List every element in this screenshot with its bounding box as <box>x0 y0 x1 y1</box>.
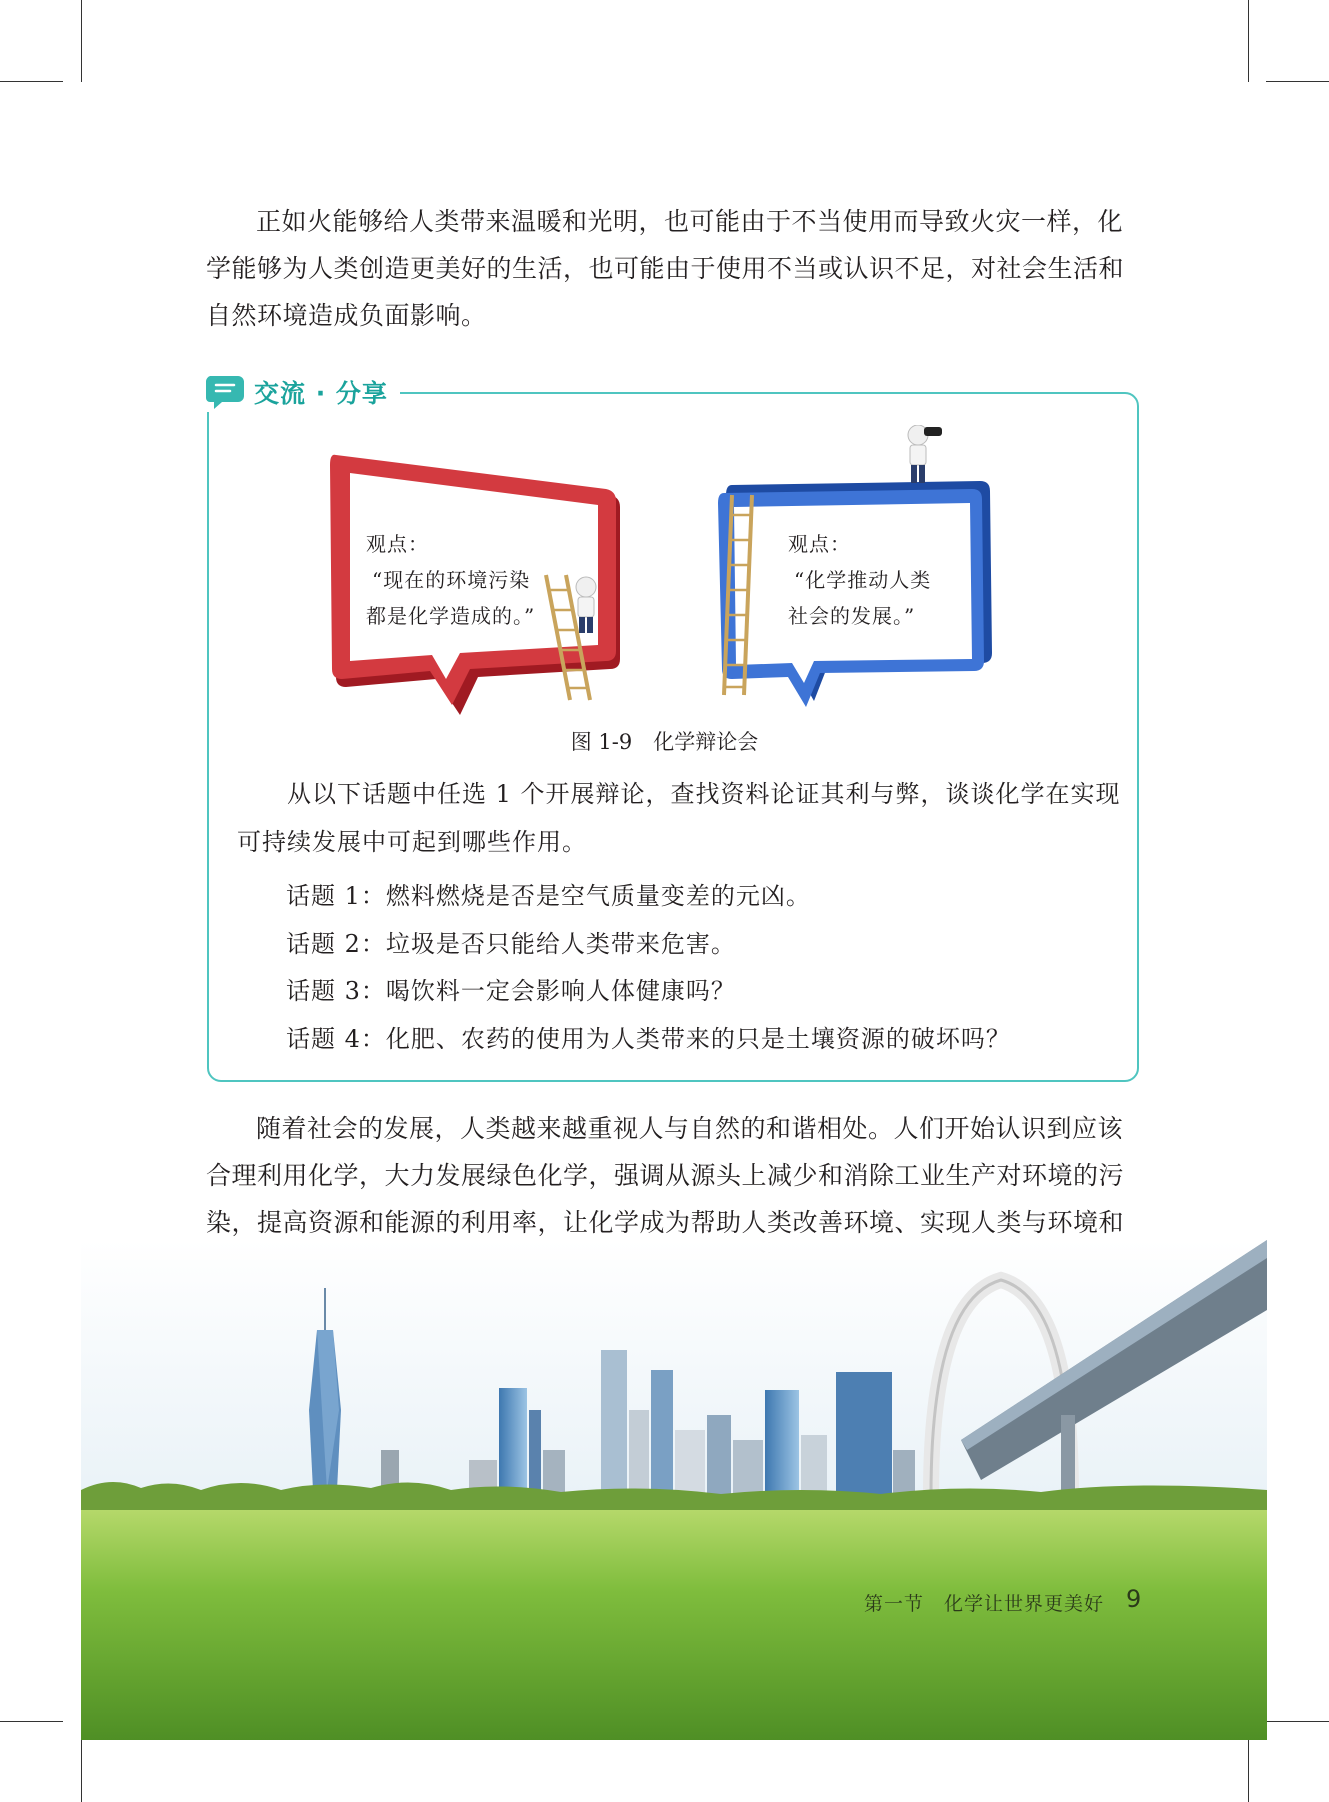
topic-2: 话题 2：垃圾是否只能给人类带来危害。 <box>286 930 736 958</box>
bubble-right-line2: 社会的发展。” <box>788 604 916 628</box>
bubble-left-line2: 都是化学造成的。” <box>366 604 536 628</box>
bubble-left-text <box>366 526 535 634</box>
box-title: 交流 · 分享 <box>254 379 388 408</box>
topic-3: 话题 3：喝饮料一定会影响人体健康吗？ <box>286 977 736 1005</box>
city-skyline-illustration <box>81 1240 1267 1740</box>
figure-with-binoculars <box>908 425 942 483</box>
page-number: 9 <box>1126 1585 1142 1613</box>
chat-bubble-icon <box>206 374 246 410</box>
bubble-right-heading: 观点： <box>788 532 851 556</box>
grass-field <box>81 1510 1267 1740</box>
crop-mark <box>81 0 82 82</box>
crop-mark <box>1266 1721 1329 1722</box>
bubble-right-line1: “化学推动人类 <box>794 568 932 592</box>
figure-caption: 图 1-9 化学辩论会 <box>570 730 759 754</box>
intro-paragraph: 正如火能够给人类带来温暖和光明，也可能由于不当使用而导致火灾一样，化学能够为人类创造更美好的生活，也可能由于使用不当或认识不足，对社会生活和自然环境造成负面影响。 <box>206 207 1125 330</box>
bubble-left-heading: 观点： <box>366 532 429 556</box>
crop-mark <box>0 1721 63 1722</box>
crop-mark <box>0 81 63 82</box>
bubble-right-text <box>788 526 931 634</box>
debate-instruction: 从以下话题中任选 1 个开展辩论，查找资料论证其利与弊，谈谈化学在实现可持续发展中可起到哪些作用。 <box>237 780 1121 856</box>
crop-mark <box>1266 81 1329 82</box>
topic-4: 话题 4：化肥、农药的使用为人类带来的只是土壤资源的破坏吗？ <box>286 1025 1011 1053</box>
crop-mark <box>1248 0 1249 82</box>
exchange-share-header <box>206 372 400 412</box>
section-footer: 第一节 化学让世界更美好 <box>864 1593 1105 1615</box>
bubble-left-line1: “现在的环境污染 <box>372 568 531 592</box>
topic-1: 话题 1：燃料燃烧是否是空气质量变差的元凶。 <box>286 882 811 910</box>
closing-paragraph: 随着社会的发展，人类越来越重视人与自然的和谐相处。人们开始认识到应该合理利用化学，大力发展绿色化学，强调从源头上减少和消除工业生产对环境的污染，提高资源和能源的利用率，让化学成为帮助人类改善环境、实现人类与环境和 <box>206 1114 1125 1237</box>
